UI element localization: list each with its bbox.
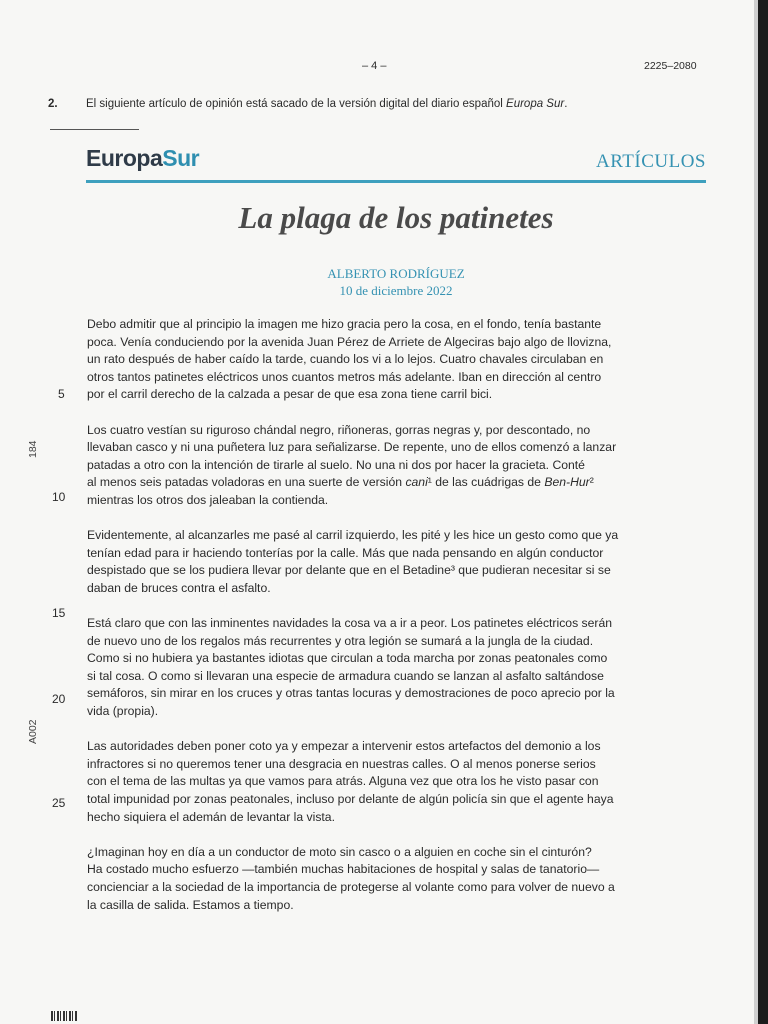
text-line: infractores si no queremos tener una desgracia en nuestras calles. O al menos ponerse serios [87,756,596,771]
text-line: con el tema de las multas ya que vamos para atrás. Alguna vez que otra los he visto pasar con [87,774,599,789]
text-line: ¿Imaginan hoy en día a un conductor de moto sin casco o a alguien en coche sin el cinturón? [87,844,592,859]
text-line: la casilla de salida. Estamos a tiempo. [87,897,294,912]
margin-mark: 184 [27,440,39,458]
question-text: El siguiente artículo de opinión está sacado de la versión digital del diario español [86,98,507,110]
text-line: despistado que se los pudiera llevar por delante que en el Betadine³ que pudieran necesitar si se [87,563,611,578]
paragraph-1 [87,316,709,404]
text-line: Está claro que con las inminentes navidades la cosa va a ir a peor. Los patinetes eléctricos serán [87,616,613,631]
exam-code: 2225–2080 [644,60,697,72]
margin-mark: A002 [27,719,39,744]
text-line: Evidentemente, al alcanzarles me pasé al carril izquierdo, les pité y les hice un gesto como que ya [87,528,619,543]
text-line: tenían edad para ir haciendo tonterías por la calle. Más que nada pensando en algún conductor [87,545,604,560]
text-line: por el carril derecho de la calzada a pesar de que esa zona tiene carril bici. [87,387,493,402]
line-number: 15 [52,606,66,620]
paragraph-6 [87,844,709,914]
text-line: de nuevo uno de los regalos más recurrentes y otra legión se sumará a la jungla de la ciudad. [87,633,594,648]
question-source: Europa Sur [506,98,565,110]
text-line: otros tantos patinetes eléctricos unos cuantos metros más adelante. Iban en dirección al centro [87,369,602,384]
text-line: al menos seis patadas voladoras en una suerte de versión cani¹ de las cuádrigas de Ben-Hur² [87,475,594,490]
article-body [87,316,709,932]
text-line: Las autoridades deben poner coto ya y empezar a intervenir estos artefactos del demonio a los [87,739,601,754]
author-name: ALBERTO RODRÍGUEZ [327,266,465,281]
text-line: vida (propia). [87,704,159,719]
text-line: semáforos, sin mirar en los cruces y otras tantas locuras y demostraciones de poco aprecio por la [87,686,615,701]
paragraph-5 [87,738,709,826]
paragraph-4 [87,615,709,721]
text-line: Debo admitir que al principio la imagen me hizo gracia pero la cosa, en el fondo, tenía bastante [87,317,602,331]
text-line: hecho siquiera el ademán de levantar la vista. [87,809,335,824]
page-number: – 4 – [362,60,387,72]
text-line: poca. Venía conduciendo por la avenida Juan Pérez de Arriete de Algeciras bajo algo de llovizna, [87,334,612,349]
text-line: llevaban casco y ni una puñetera luz para señalizarse. De repente, uno de ellos comenzó a lanzar [87,440,617,455]
line-number: 10 [52,490,66,504]
text-line: patadas a otro con la intención de tirarle al suelo. No una ni dos por hacer la gracieta. Conté [87,457,585,472]
line-number: 25 [52,796,66,810]
text-line: Como si no hubiera ya bastantes idiotas que circulan a toda marcha por zonas peatonales como [87,651,608,666]
question-rule [50,129,139,130]
logo-part-2: Sur [162,145,200,171]
line-number: 20 [52,692,66,706]
article-date: 10 de diciembre 2022 [339,283,453,298]
barcode-icon [51,1011,77,1021]
text-line: un rato después de haber caído la tarde, cuando los vi a lo lejos. Cuatro chavales circulaban en [87,352,604,367]
text-line: Los cuatro vestían su riguroso chándal negro, riñoneras, gorras negras y, por descontado, no [87,422,591,437]
scan-border [758,0,768,1024]
byline [86,265,706,299]
newspaper-logo [86,145,199,172]
question-number: 2. [48,98,58,110]
text-line: mientras los otros dos jaleaban la contienda. [87,492,329,507]
line-number: 5 [58,387,65,401]
text-line: concienciar a la sociedad de la importancia de protegerse al volante como para volver de nuevo a [87,880,615,894]
article-title: La plaga de los patinetes [238,200,554,235]
text-line: total impunidad por zonas peatonales, incluso por delante de algún policía sin que el agente haya [87,792,614,807]
paragraph-2 [87,422,709,510]
question-period: . [564,98,568,110]
logo-part-1: Europa [86,145,163,171]
section-label: ARTÍCULOS [596,151,706,172]
text-line: Ha costado mucho esfuerzo —también muchas habitaciones de hospital y salas de tanatorio— [87,862,600,877]
masthead-divider [86,180,706,183]
text-line: si tal cosa. O como si llevaran una especie de armadura cuando se lanzan al asfalto saltándose [87,668,604,683]
paragraph-3 [87,527,709,597]
question-prompt [86,98,567,110]
text-line: daban de bruces contra el asfalto. [87,580,271,595]
